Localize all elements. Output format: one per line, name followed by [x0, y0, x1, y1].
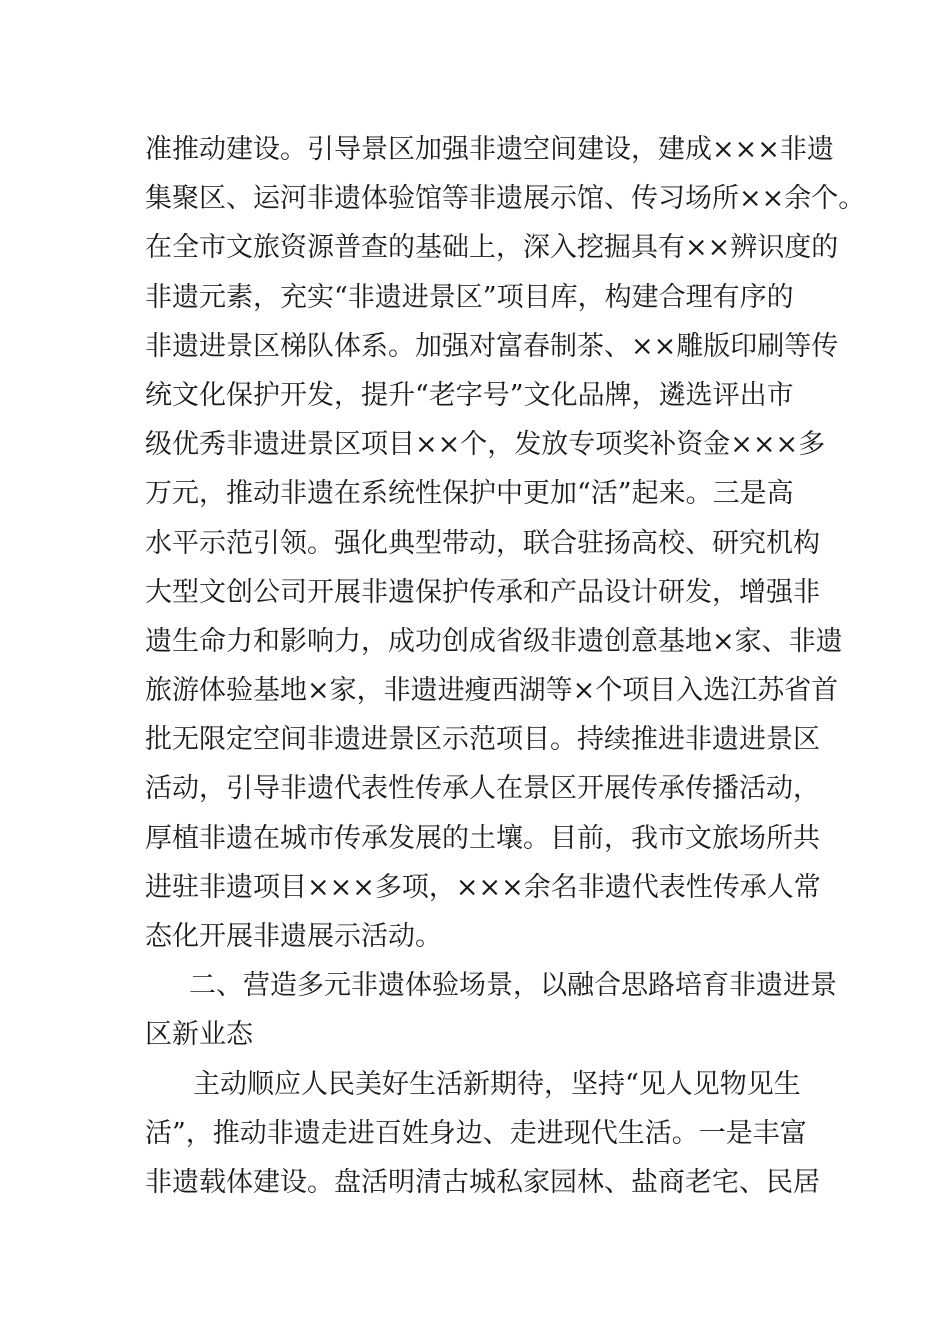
text-line: 旅游体验基地×家，非遗进瘦西湖等×个项目入选江苏省首 — [145, 675, 839, 707]
text-line: 遗生命力和影响力，成功创成省级非遗创意基地×家、非遗 — [145, 625, 843, 657]
text-line: 非遗载体建设。盘活明清古城私家园林、盐商老宅、民居 — [145, 1166, 820, 1198]
body-text — [145, 125, 866, 1207]
text-line: 进驻非遗项目×××多项，×××余名非遗代表性传承人常 — [145, 871, 821, 903]
text-line: 活”，推动非遗走进百姓身边、走进现代生活。一是丰富 — [145, 1117, 807, 1149]
section-heading-line: 二、营造多元非遗体验场景，以融合思路培育非遗进景 — [189, 970, 837, 1002]
text-line: 在全市文旅资源普查的基础上，深入挖掘具有××辨识度的 — [145, 232, 839, 264]
text-line: 统文化保护开发，提升“老字号”文化品牌，遴选评出市 — [145, 379, 794, 411]
text-line: 准推动建设。引导景区加强非遗空间建设，建成×××非遗 — [145, 134, 834, 165]
text-line: 厚植非遗在城市传承发展的土壤。目前，我市文旅场所共 — [145, 822, 820, 854]
text-line: 集聚区、运河非遗体验馆等非遗展示馆、传习场所××余个。 — [145, 183, 866, 215]
text-line: 万元，推动非遗在系统性保护中更加“活”起来。三是高 — [145, 478, 794, 510]
text-line: 态化开展非遗展示活动。 — [145, 921, 442, 952]
text-line: 主动顺应人民美好生活新期待，坚持“见人见物见生 — [193, 1068, 801, 1100]
section-heading-line: 区新业态 — [145, 1019, 253, 1051]
text-line: 水平示范引领。强化典型带动，联合驻扬高校、研究机构 — [145, 527, 820, 559]
text-line: 活动，引导非遗代表性传承人在景区开展传承传播活动， — [145, 773, 820, 805]
text-line: 非遗进景区梯队体系。加强对富春制茶、××雕版印刷等传 — [145, 330, 839, 362]
text-line: 大型文创公司开展非遗保护传承和产品设计研发，增强非 — [145, 576, 820, 608]
text-line: 批无限定空间非遗进景区示范项目。持续推进非遗进景区 — [145, 724, 820, 756]
text-line: 级优秀非遗进景区项目××个，发放专项奖补资金×××多 — [145, 429, 826, 461]
text-line: 非遗元素，充实“非遗进景区”项目库，构建合理有序的 — [145, 281, 794, 313]
